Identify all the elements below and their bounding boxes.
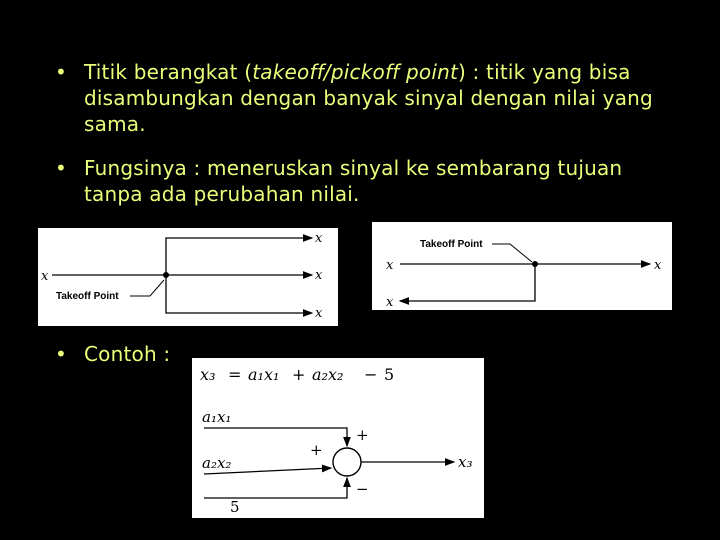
input-constant-label: 5 bbox=[230, 498, 240, 516]
output-line-back bbox=[400, 264, 535, 301]
takeoff-point-label: Takeoff Point bbox=[56, 291, 119, 302]
input-constant-line bbox=[204, 478, 347, 498]
bullet-text: Contoh : bbox=[84, 342, 171, 366]
takeoff-pointer bbox=[492, 244, 532, 262]
output-line-bottom bbox=[166, 275, 312, 313]
eq-term-2: a₂x₂ bbox=[312, 365, 344, 384]
takeoff-diagram-left-svg bbox=[38, 228, 338, 326]
eq-plus: + bbox=[292, 365, 306, 384]
takeoff-dot bbox=[163, 272, 169, 278]
eq-lhs: x₃ bbox=[200, 365, 216, 384]
output-line-top bbox=[166, 238, 312, 275]
summing-junction bbox=[333, 448, 361, 476]
sign-minus-bottom: − bbox=[356, 480, 369, 498]
takeoff-diagram-right-svg bbox=[372, 222, 672, 310]
eq-equals: = bbox=[228, 365, 242, 384]
output-x3-label: x₃ bbox=[458, 453, 473, 471]
eq-constant: 5 bbox=[384, 365, 395, 384]
example-diagram-svg bbox=[192, 358, 484, 518]
output-x-right: x bbox=[654, 258, 662, 273]
example-diagram bbox=[192, 358, 484, 518]
eq-term-1: a₁x₁ bbox=[248, 365, 280, 384]
equation bbox=[200, 365, 394, 384]
takeoff-pointer bbox=[130, 280, 164, 296]
takeoff-point-label: Takeoff Point bbox=[420, 239, 483, 250]
takeoff-dot bbox=[532, 261, 538, 267]
bullet-marker: • bbox=[55, 60, 67, 84]
output-x-top: x bbox=[315, 231, 323, 246]
sign-plus-top: + bbox=[356, 426, 369, 444]
input-x-label: x bbox=[41, 269, 49, 284]
output-x-middle: x bbox=[315, 268, 323, 283]
bullet-function bbox=[55, 155, 675, 207]
takeoff-term: takeoff/pickoff point bbox=[252, 60, 458, 84]
output-x-bottom: x bbox=[315, 306, 323, 321]
bullet-text: Titik berangkat (takeoff/pickoff point) : titik yang bisa disambungkan dengan banyak sinyal dengan nilai yang sama. bbox=[84, 60, 653, 136]
takeoff-diagram-left bbox=[38, 228, 338, 326]
sign-plus-left: + bbox=[310, 441, 323, 459]
input-x-label: x bbox=[386, 258, 394, 273]
input-a2x2-label: a₂x₂ bbox=[202, 454, 232, 472]
input-a1x1-label: a₁x₁ bbox=[202, 408, 232, 426]
output-x-back: x bbox=[386, 295, 394, 310]
input-a1x1-line bbox=[204, 428, 347, 446]
bullet-marker: • bbox=[55, 342, 67, 366]
bullet-marker: • bbox=[55, 156, 67, 180]
bullet-takeoff-definition bbox=[55, 59, 675, 137]
eq-minus: − bbox=[364, 365, 378, 384]
takeoff-diagram-right bbox=[372, 222, 672, 310]
bullet-text: Fungsinya : meneruskan sinyal ke sembarang tujuan tanpa ada perubahan nilai. bbox=[84, 156, 623, 206]
